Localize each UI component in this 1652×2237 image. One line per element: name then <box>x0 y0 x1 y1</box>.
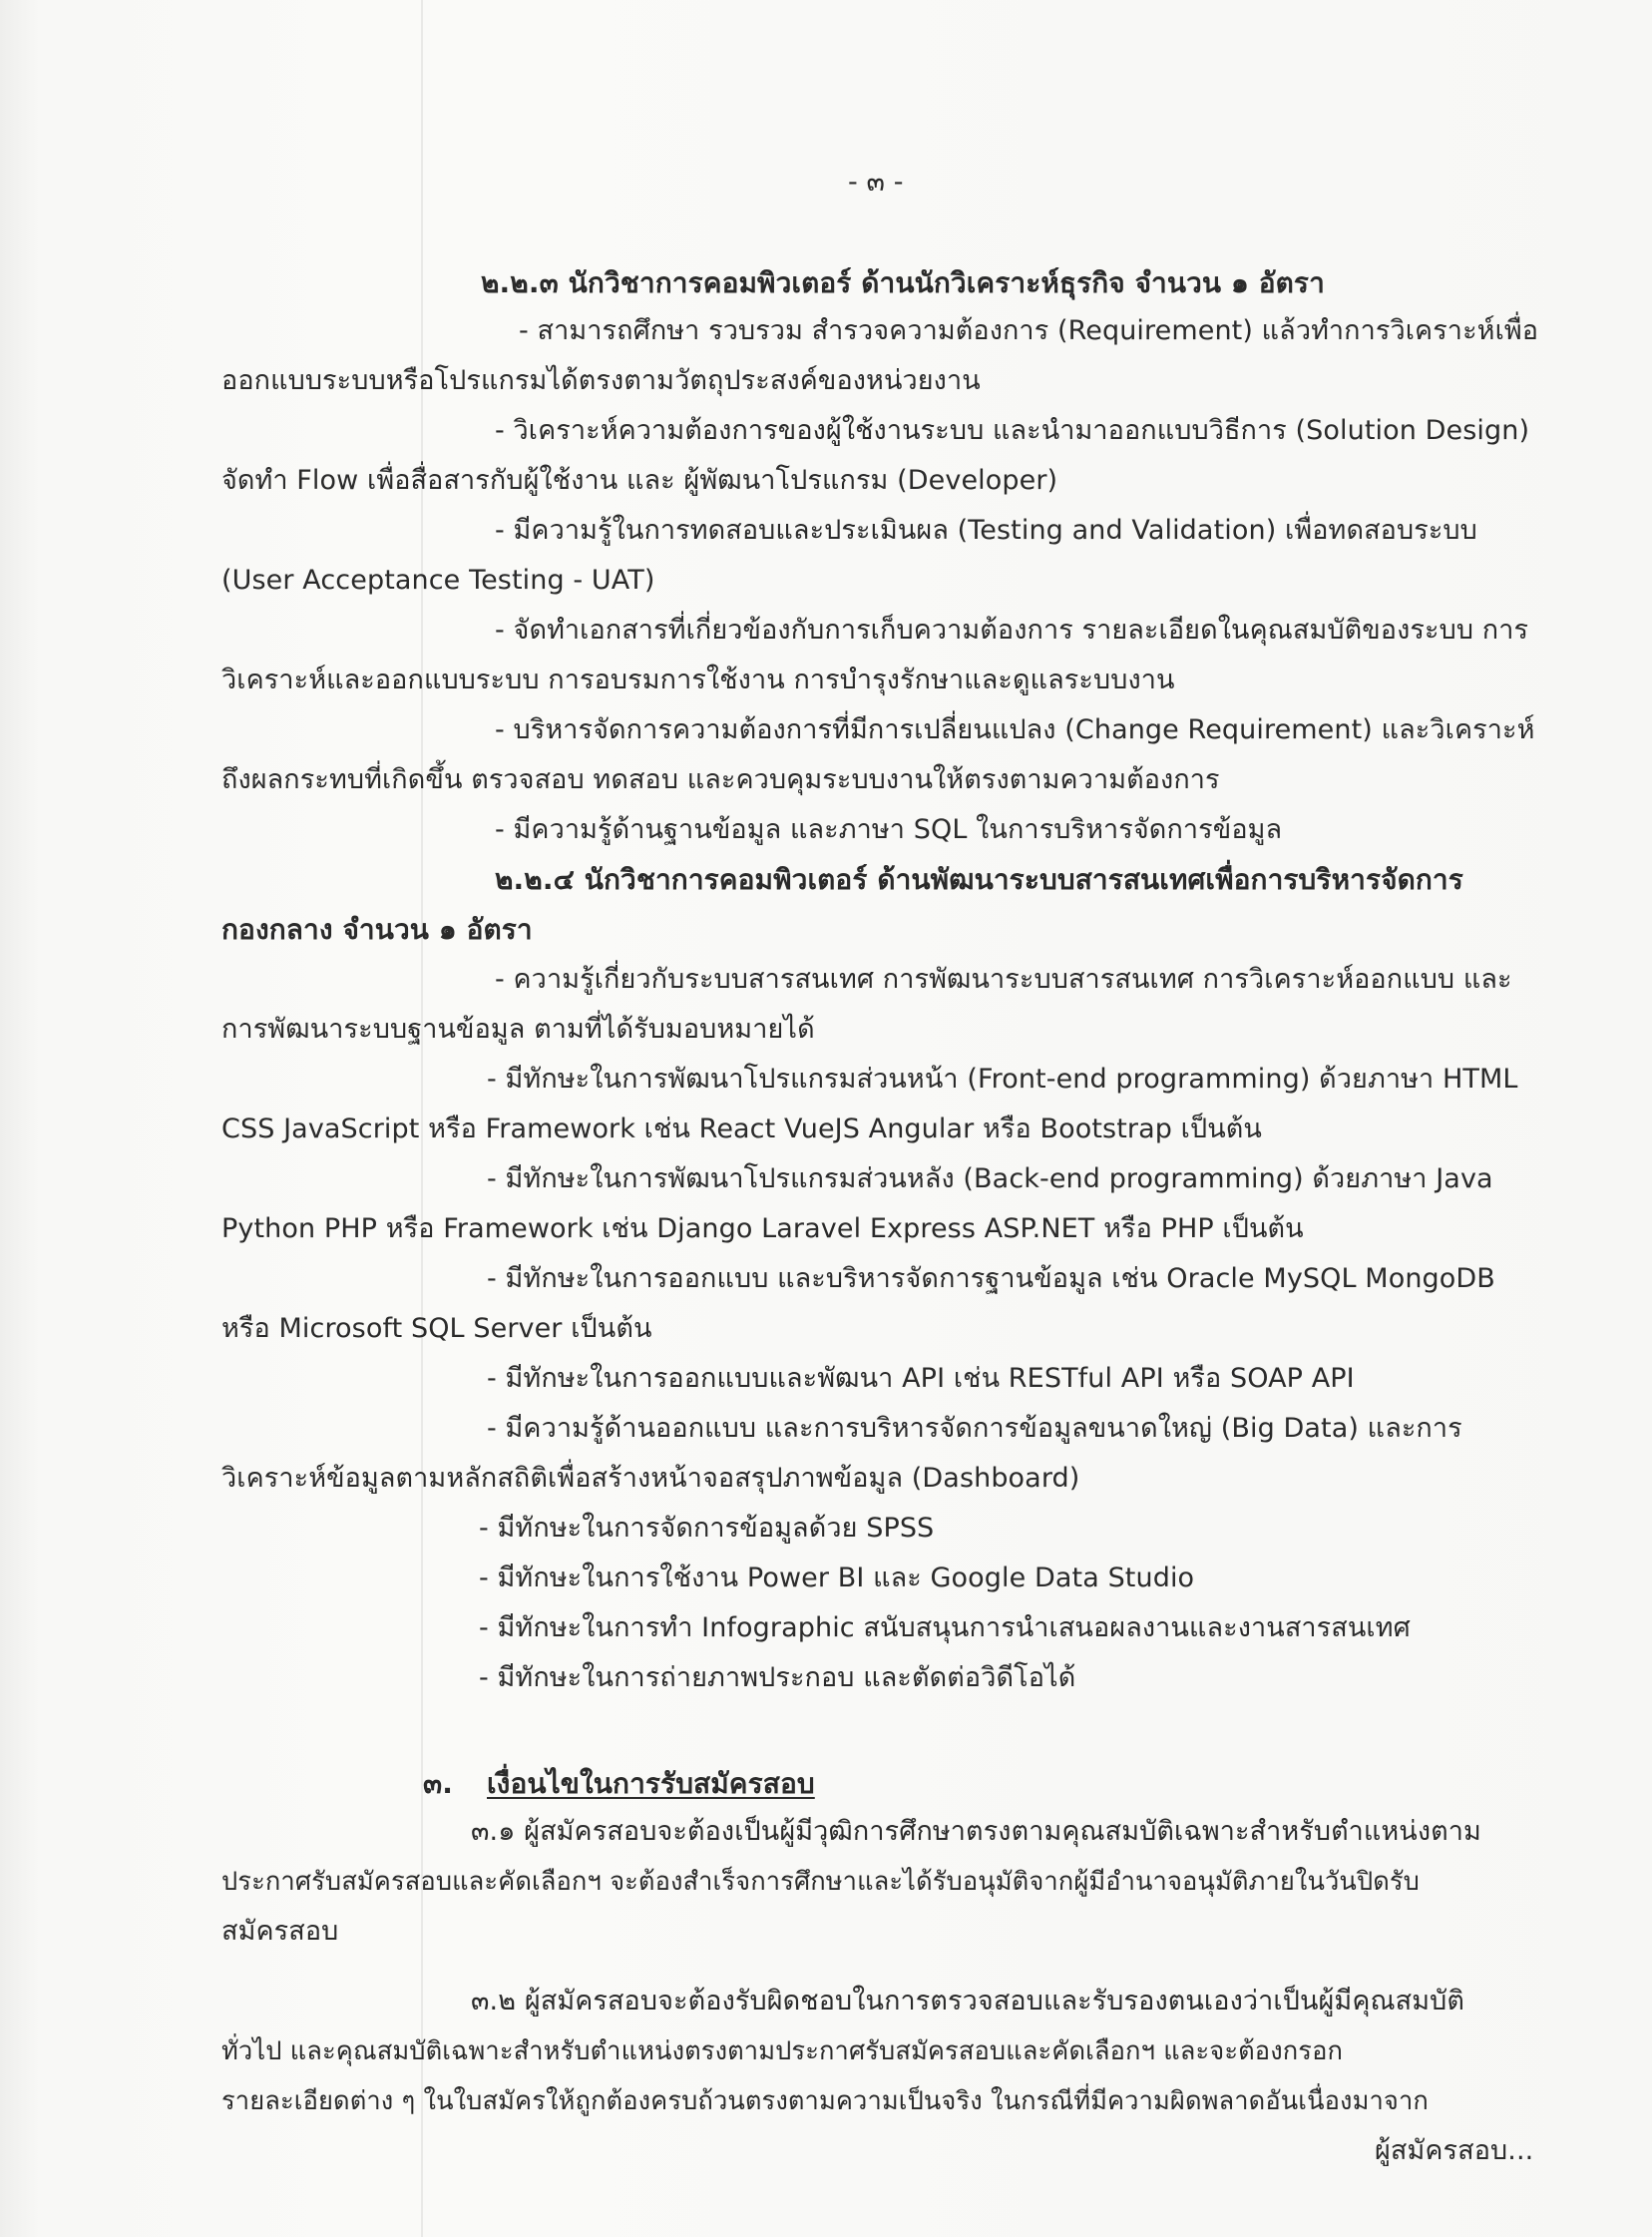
body-line: - มีทักษะในการพัฒนาโปรแกรมส่วนหน้า (Front-end programming) ด้วยภาษา HTML <box>487 1064 1518 1095</box>
body-line: ๓.๒ ผู้สมัครสอบจะต้องรับผิดชอบในการตรวจสอบและรับรองตนเองว่าเป็นผู้มีคุณสมบัติ <box>471 1986 1464 2016</box>
section-3-heading: เงื่อนไขในการรับสมัครสอบ <box>487 1767 815 1800</box>
body-line: การพัฒนาระบบฐานข้อมูล ตามที่ได้รับมอบหมายได้ <box>221 1014 815 1045</box>
continuation-text: ผู้สมัครสอบ... <box>1375 2135 1534 2166</box>
body-line: - วิเคราะห์ความต้องการของผู้ใช้งานระบบ และนำมาออกแบบวิธีการ (Solution Design) <box>495 415 1530 446</box>
body-line: (User Acceptance Testing - UAT) <box>221 565 655 596</box>
body-line: - มีความรู้ด้านฐานข้อมูล และภาษา SQL ในการบริหารจัดการข้อมูล <box>495 814 1283 845</box>
body-line: สมัครสอบ <box>221 1916 339 1947</box>
body-line: ทั่วไป และคุณสมบัติเฉพาะสำหรับตำแหน่งตรงตามประกาศรับสมัครสอบและคัดเลือกฯ และจะต้องกรอก <box>221 2036 1344 2066</box>
body-line: หรือ Microsoft SQL Server เป็นต้น <box>221 1313 652 1344</box>
body-line: - มีทักษะในการทำ Infographic สนับสนุนการนำเสนอผลงานและงานสารสนเทศ <box>479 1612 1411 1643</box>
body-line: รายละเอียดต่าง ๆ ในใบสมัครให้ถูกต้องครบถ้วนตรงตามความเป็นจริง ในกรณีที่มีความผิดพลาดอันเนื่องมาจาก <box>221 2086 1429 2116</box>
body-line: Python PHP หรือ Framework เช่น Django Laravel Express ASP.NET หรือ PHP เป็นต้น <box>221 1213 1304 1244</box>
body-line: CSS JavaScript หรือ Framework เช่น React VueJS Angular หรือ Bootstrap เป็นต้น <box>221 1114 1262 1144</box>
section-heading-2-2-3: ๒.๒.๓ นักวิชาการคอมพิวเตอร์ ด้านนักวิเคราะห์ธุรกิจ จำนวน ๑ อัตรา <box>481 266 1325 299</box>
body-line: - ความรู้เกี่ยวกับระบบสารสนเทศ การพัฒนาระบบสารสนเทศ การวิเคราะห์ออกแบบ และ <box>495 964 1512 995</box>
body-line: - มีทักษะในการออกแบบ และบริหารจัดการฐานข้อมูล เช่น Oracle MySQL MongoDB <box>487 1263 1495 1294</box>
page-number: - ๓ - <box>848 167 904 198</box>
body-line: ๓.๑ ผู้สมัครสอบจะต้องเป็นผู้มีวุฒิการศึกษาตรงตามคุณสมบัติเฉพาะสำหรับตำแหน่งตาม <box>471 1816 1481 1847</box>
body-line: วิเคราะห์ข้อมูลตามหลักสถิติเพื่อสร้างหน้าจอสรุปภาพข้อมูล (Dashboard) <box>221 1463 1080 1494</box>
section-heading-2-2-4: ๒.๒.๔ นักวิชาการคอมพิวเตอร์ ด้านพัฒนาระบบสารสนเทศเพื่อการบริหารจัดการ <box>495 863 1463 896</box>
body-line: - มีทักษะในการถ่ายภาพประกอบ และตัดต่อวิดีโอได้ <box>479 1662 1076 1693</box>
body-line: ประกาศรับสมัครสอบและคัดเลือกฯ จะต้องสำเร็จการศึกษาและได้รับอนุมัติจากผู้มีอำนาจอนุมัติภายในวันปิดรับ <box>221 1867 1420 1897</box>
body-line: - มีทักษะในการใช้งาน Power BI และ Google Data Studio <box>479 1563 1195 1593</box>
section-3-number: ๓. <box>423 1767 453 1800</box>
body-line: - มีทักษะในการออกแบบและพัฒนา API เช่น RESTful API หรือ SOAP API <box>487 1363 1355 1394</box>
body-line: วิเคราะห์และออกแบบระบบ การอบรมการใช้งาน การบำรุงรักษาและดูแลระบบงาน <box>221 665 1175 695</box>
body-line: - สามารถศึกษา รวบรวม สำรวจความต้องการ (Requirement) แล้วทำการวิเคราะห์เพื่อ <box>519 315 1539 346</box>
body-line: ถึงผลกระทบที่เกิดขึ้น ตรวจสอบ ทดสอบ และควบคุมระบบงานให้ตรงตามความต้องการ <box>221 764 1220 795</box>
body-line: - มีทักษะในการจัดการข้อมูลด้วย SPSS <box>479 1513 935 1544</box>
body-line: - จัดทำเอกสารที่เกี่ยวข้องกับการเก็บความต้องการ รายละเอียดในคุณสมบัติของระบบ การ <box>495 615 1529 646</box>
body-line: จัดทำ Flow เพื่อสื่อสารกับผู้ใช้งาน และ ผู้พัฒนาโปรแกรม (Developer) <box>221 465 1058 496</box>
body-line: - มีความรู้ในการทดสอบและประเมินผล (Testing and Validation) เพื่อทดสอบระบบ <box>495 515 1477 546</box>
body-line: ออกแบบระบบหรือโปรแกรมได้ตรงตามวัตถุประสงค์ของหน่วยงาน <box>221 365 981 396</box>
section-heading-2-2-4-cont: กองกลาง จำนวน ๑ อัตรา <box>221 913 533 946</box>
body-line: - มีทักษะในการพัฒนาโปรแกรมส่วนหลัง (Back-end programming) ด้วยภาษา Java <box>487 1163 1493 1194</box>
body-line: - บริหารจัดการความต้องการที่มีการเปลี่ยนแปลง (Change Requirement) และวิเคราะห์ <box>495 714 1535 745</box>
body-line: - มีความรู้ด้านออกแบบ และการบริหารจัดการข้อมูลขนาดใหญ่ (Big Data) และการ <box>487 1413 1462 1444</box>
